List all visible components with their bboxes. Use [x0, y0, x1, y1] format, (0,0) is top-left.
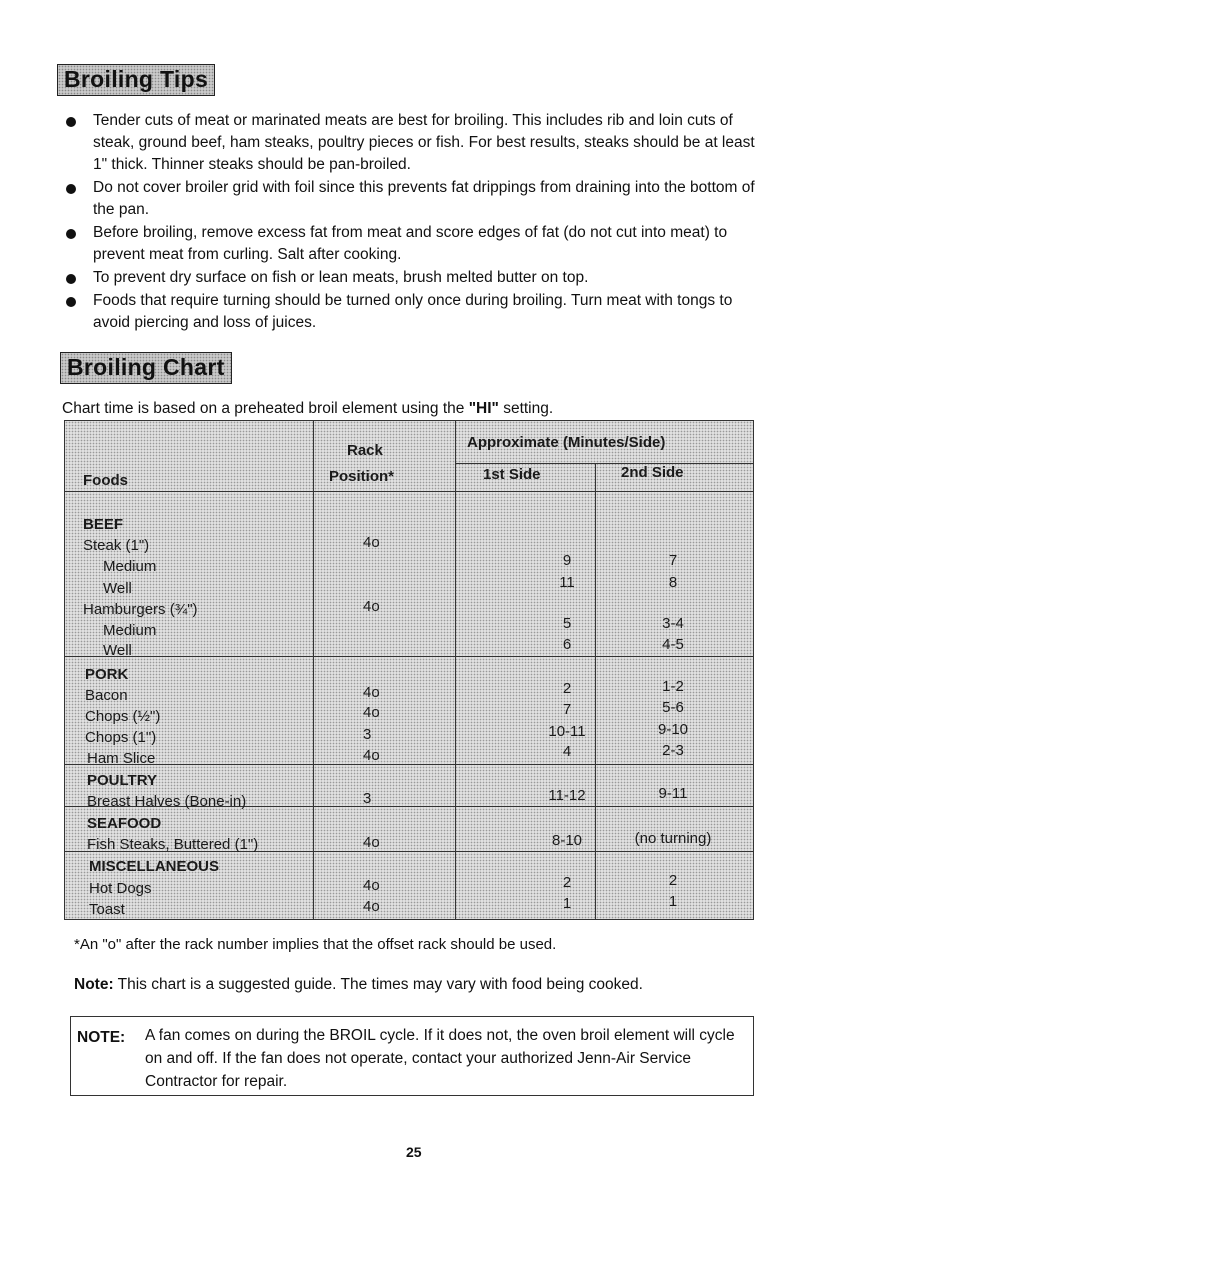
second-side-time: 4-5 [662, 636, 684, 653]
category-beef: BEEF [83, 516, 124, 533]
chart-intro: Chart time is based on a preheated broil element using the "HI" setting. [62, 400, 554, 417]
second-side-time: 1-2 [662, 678, 684, 695]
row-divider [65, 656, 753, 657]
food-label: Breast Halves (Bone-in) [87, 793, 247, 810]
first-side-time: 8-10 [551, 832, 583, 849]
category-miscellaneous: MISCELLANEOUS [89, 858, 220, 875]
food-label: Chops (½") [85, 708, 161, 725]
category-poultry: POULTRY [87, 772, 157, 789]
first-side-time: 9 [562, 552, 572, 569]
tips-heading: Broiling Tips [57, 64, 215, 96]
second-side-time: 2 [668, 872, 678, 889]
tip-item: Tender cuts of meat or marinated meats are best for broiling. This includes rib and loin cuts of steak, ground beef, ham steaks, poultry pieces or fish. For best results, steaks should be at least 1" thick. Thinner steaks should be pan-broiled. [66, 110, 756, 176]
second-side-time: 9-10 [657, 721, 689, 738]
row-divider [455, 463, 753, 464]
row-divider [65, 764, 753, 765]
tip-item: To prevent dry surface on fish or lean meats, brush melted butter on top. [66, 267, 756, 289]
tips-list [66, 110, 756, 335]
rack-position: 3 [363, 790, 372, 807]
bullet-icon [66, 297, 76, 307]
rack-footnote: *An "o" after the rack number implies that the offset rack should be used. [74, 936, 557, 953]
food-label: Well [103, 580, 132, 597]
first-side-time: 10-11 [548, 723, 586, 740]
food-label: Well [103, 642, 132, 659]
first-side-time: 7 [562, 701, 572, 718]
second-side-time: 9-11 [658, 785, 688, 802]
rack-position: 4o [363, 534, 380, 551]
second-side-time: 1 [668, 893, 678, 910]
second-side-time: 2-3 [662, 742, 684, 759]
fan-note-box [70, 1016, 754, 1096]
rack-position: 4o [363, 684, 380, 701]
rack-position: 4o [363, 598, 380, 615]
rack-position: 4o [363, 877, 380, 894]
header-foods: Foods [83, 472, 128, 489]
second-side-time: 3-4 [662, 615, 684, 632]
tip-item: Foods that require turning should be turned only once during broiling. Turn meat with tongs to avoid piercing and loss of juices. [66, 290, 756, 334]
food-label: Toast [89, 901, 125, 918]
note-label: NOTE: [77, 1029, 126, 1046]
second-side-time: 5-6 [662, 699, 684, 716]
food-label: Bacon [85, 687, 128, 704]
chart-heading: Broiling Chart [60, 352, 232, 384]
second-side-time: 7 [668, 552, 678, 569]
col-divider [455, 421, 456, 919]
note-text: A fan comes on during the BROIL cycle. If it does not, the oven broil element will cycle on and off. If the fan does not operate, contact your authorized Jenn-Air Service Contractor for repair. [145, 1027, 735, 1090]
rack-position: 4o [363, 747, 380, 764]
page-number: 25 [406, 1144, 422, 1160]
bullet-icon [66, 117, 76, 127]
food-label: Ham Slice [87, 750, 156, 767]
food-label: Chops (1") [85, 729, 157, 746]
first-side-time: 11-12 [548, 787, 586, 804]
bullet-icon [66, 274, 76, 284]
first-side-time: 5 [562, 615, 572, 632]
first-side-time: 6 [562, 636, 572, 653]
food-label: Fish Steaks, Buttered (1") [87, 836, 259, 853]
second-side-time: 8 [668, 574, 678, 591]
first-side-time: 2 [562, 874, 572, 891]
category-pork: PORK [85, 666, 129, 683]
rack-position: 3 [363, 726, 372, 743]
food-label: Steak (1") [83, 537, 150, 554]
second-side-time: (no turning) [634, 830, 712, 847]
header-rack: Rack [347, 442, 383, 459]
first-side-time: 4 [562, 743, 572, 760]
food-label: Hamburgers (¾") [83, 601, 198, 618]
first-side-time: 11 [559, 574, 575, 591]
header-second-side: 2nd Side [621, 464, 684, 481]
first-side-time: 2 [562, 680, 572, 697]
food-label: Medium [103, 622, 157, 639]
category-seafood: SEAFOOD [87, 815, 162, 832]
header-position: Position* [329, 468, 395, 485]
rack-position: 4o [363, 834, 380, 851]
rack-position: 4o [363, 704, 380, 721]
rack-position: 4o [363, 898, 380, 915]
tip-item: Do not cover broiler grid with foil since this prevents fat drippings from draining into the bottom of the pan. [66, 177, 756, 221]
bullet-icon [66, 184, 76, 194]
header-first-side: 1st Side [483, 466, 541, 483]
col-divider [313, 421, 314, 919]
chart-note: Note: This chart is a suggested guide. The times may vary with food being cooked. [74, 976, 643, 993]
food-label: Hot Dogs [89, 880, 152, 897]
tip-item: Before broiling, remove excess fat from meat and score edges of fat (do not cut into meat) to prevent meat from curling. Salt after cooking. [66, 222, 756, 266]
broiling-chart-table [64, 420, 754, 920]
row-divider [65, 491, 753, 492]
food-label: Medium [103, 558, 157, 575]
bullet-icon [66, 229, 76, 239]
first-side-time: 1 [562, 895, 572, 912]
header-approximate: Approximate (Minutes/Side) [467, 434, 666, 451]
